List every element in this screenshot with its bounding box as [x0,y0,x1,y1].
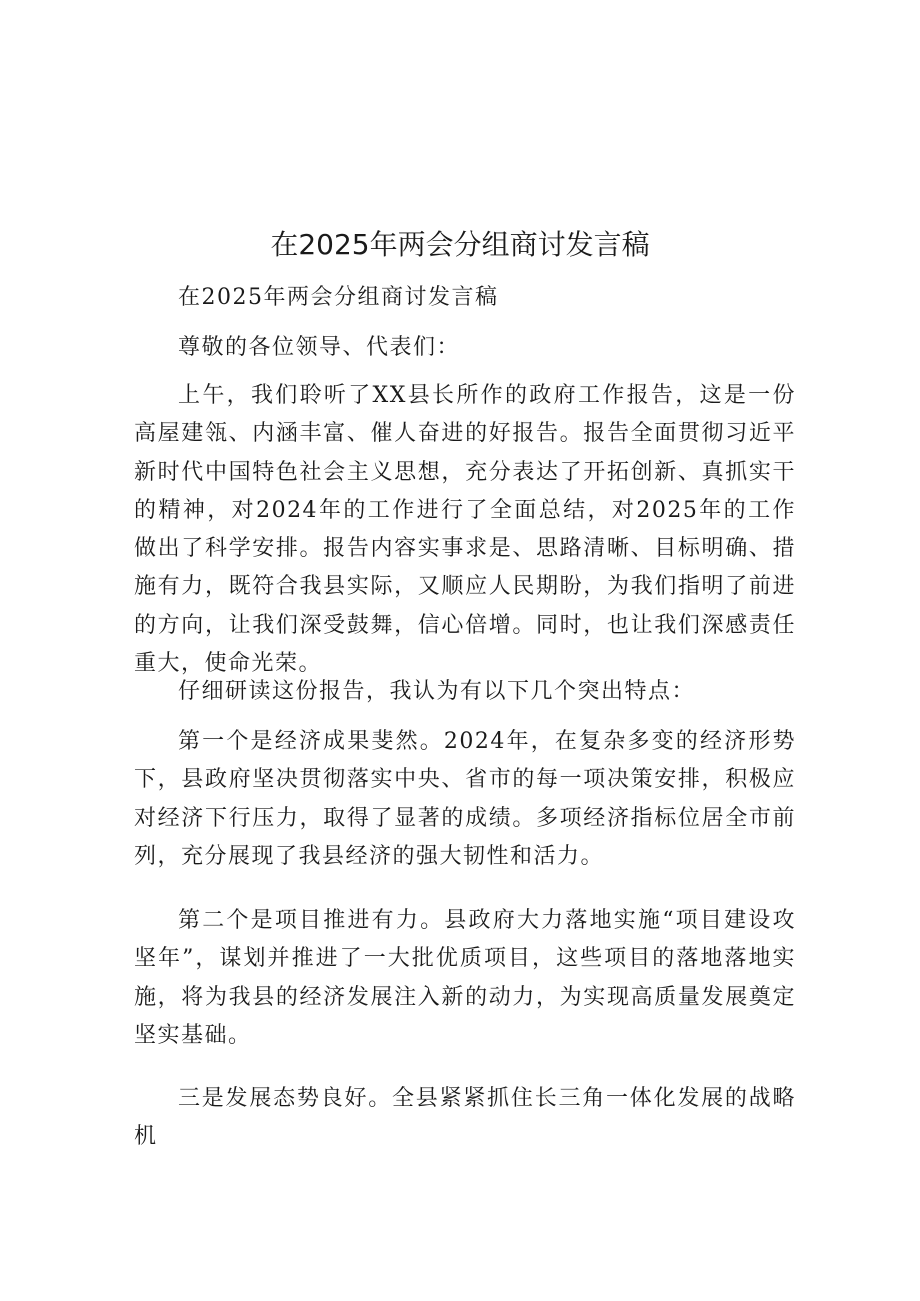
paragraph-2: 仔细研读这份报告，我认为有以下几个突出特点： [178,679,696,704]
paragraph-1: 上午，我们聆听了XX县长所作的政府工作报告，这是一份高屋建瓴、内涵丰富、催人奋进的好报告。报告全面贯彻习近平新时代中国特色社会主义思想，充分表达了开拓创新、真抓实干的精神，对2024年的工作进行了全面总结，对2025年的工作做出了科学安排。报告内容实事求是、思路清晰、目标明确、措施有力，既符合我县实际，又顺应人民期盼，为我们指明了前进的方向，让我们深受鼓舞，信心倍增。同时，也让我们深感责任重大，使命光荣。 [134,383,796,677]
document-title: 在2025年两会分组商讨发言稿 [270,228,650,261]
salutation: 尊敬的各位领导、代表们： [178,335,461,360]
paragraph-4: 第二个是项目推进有力。县政府大力落地实施“项目建设攻坚年”，谋划并推进了一大批优质项目，这些项目的落地落地实施，将为我县的经济发展注入新的动力，为实现高质量发展奠定坚实基础。 [134,908,796,1048]
paragraph-3: 第一个是经济成果斐然。2024年，在复杂多变的经济形势下，县政府坚决贯彻落实中央、省市的每一项决策安排，积极应对经济下行压力，取得了显著的成绩。多项经济指标位居全市前列，充分展现了我县经济的强大韧性和活力。 [134,729,796,869]
paragraph-5: 三是发展态势良好。全县紧紧抓住长三角一体化发展的战略机 [134,1086,796,1150]
document-subtitle: 在2025年两会分组商讨发言稿 [178,285,499,310]
